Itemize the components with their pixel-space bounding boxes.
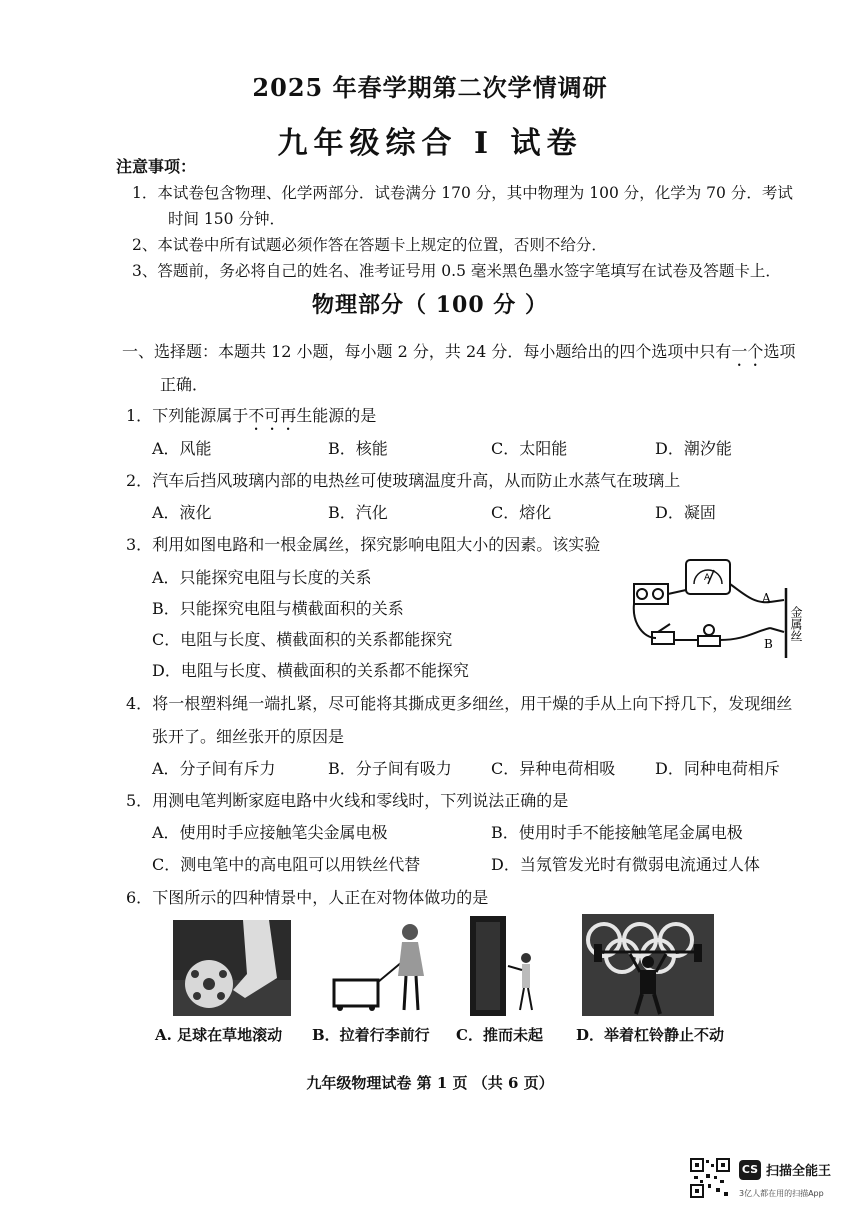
bulb-icon — [698, 636, 720, 646]
point-a-label: A — [762, 591, 771, 605]
part1-emphasis: 一个 — [731, 342, 764, 361]
q5-option-b: B．使用时手不能接触笔尾金属电极 — [491, 823, 743, 842]
question-4-line2: 张开了。细丝张开的原因是 — [152, 727, 345, 746]
q4-option-d: D．同种电荷相斥 — [655, 759, 780, 778]
caption-b: B．拉着行李前行 — [312, 1026, 430, 1044]
question-number: 2． — [126, 471, 153, 490]
question-stem: 汽车后挡风玻璃内部的电热丝可使玻璃温度升高，从而防止水蒸气在玻璃上 — [152, 471, 681, 490]
question-number: 1． — [126, 406, 153, 425]
person-icon — [521, 953, 531, 963]
circuit-figure — [624, 554, 820, 666]
lifter-icon — [642, 956, 654, 968]
question-2 — [126, 468, 680, 491]
notice-item-1: 1．本试卷包含物理、化学两部分．试卷满分 170 分，其中物理为 100 分，化学为 70 分．考试 — [132, 184, 793, 202]
q2-option-b: B．汽化 — [328, 503, 388, 522]
q1-option-b: B．核能 — [328, 439, 388, 458]
exam-subtitle: 九年级综合 I 试卷 — [277, 126, 583, 161]
question-stem-line1: 将一根塑料绳一端扎紧，尽可能将其撕成更多细丝，用干燥的手从上向下捋几下，发现细丝 — [152, 694, 793, 713]
scanner-badge: CS — [739, 1160, 761, 1180]
question-5 — [126, 788, 568, 811]
question-1 — [126, 403, 376, 434]
exam-title: 2025 年春学期第二次学情调研 — [252, 73, 608, 102]
photo-football — [173, 920, 291, 1016]
suitcase-icon — [334, 980, 378, 1006]
photo-luggage — [328, 918, 436, 1016]
part1-line1-end: 选项 — [763, 342, 796, 361]
notice-item-1-cont: 时间 150 分钟． — [168, 210, 285, 228]
point-b-label: B — [764, 637, 773, 651]
wire-label: 金属丝 — [789, 606, 803, 642]
q2-option-d: D．凝固 — [655, 503, 716, 522]
q2-option-a: A．液化 — [152, 503, 212, 522]
q3-option-a: A．只能探究电阻与长度的关系 — [152, 568, 372, 587]
q1-option-c: C．太阳能 — [491, 439, 568, 458]
question-number: 3． — [126, 535, 153, 554]
q5-option-d: D．当氖管发光时有微弱电流通过人体 — [491, 855, 760, 874]
q1-option-a: A．风能 — [152, 439, 212, 458]
question-4 — [126, 691, 792, 714]
page-footer: 九年级物理试卷 第 1 页 （共 6 页） — [306, 1074, 554, 1092]
caption-c: C．推而未起 — [456, 1026, 543, 1044]
girl-icon — [402, 924, 418, 940]
part1-instructions — [122, 339, 795, 370]
ammeter-label: A — [704, 573, 711, 583]
question-stem-emphasis: 不可再 — [248, 406, 297, 425]
part1-line2: 正确． — [160, 375, 209, 394]
q2-option-c: C．熔化 — [491, 503, 552, 522]
q3-option-b: B．只能探究电阻与横截面积的关系 — [152, 599, 404, 618]
question-number: 4． — [126, 694, 153, 713]
section-title: 物理部分（ 100 分 ） — [312, 292, 548, 318]
caption-d: D．举着杠铃静止不动 — [576, 1026, 725, 1044]
q1-option-d: D．潮汐能 — [655, 439, 732, 458]
question-number: 6． — [126, 888, 153, 907]
q3-option-d: D．电阻与长度、横截面积的关系都不能探究 — [152, 661, 469, 680]
question-number: 5． — [126, 791, 153, 810]
question-stem: 利用如图电路和一根金属丝，探究影响电阻大小的因素。该实验 — [152, 535, 601, 554]
caption-a: A. 足球在草地滚动 — [155, 1026, 283, 1044]
scanner-app-name: 扫描全能王 — [766, 1164, 832, 1179]
part1-line1: 一、选择题：本题共 12 小题，每小题 2 分，共 24 分．每小题给出的四个选项中只有 — [122, 342, 732, 361]
notice-item-2: 2、本试卷中所有试题必须作答在答题卡上规定的位置，否则不给分． — [132, 236, 607, 254]
olympic-rings-icon — [588, 924, 692, 972]
question-stem: 用测电笔判断家庭电路中火线和零线时，下列说法正确的是 — [152, 791, 569, 810]
q5-option-a: A．使用时手应接触笔尖金属电极 — [152, 823, 388, 842]
notice-item-3: 3、答题前，务必将自己的姓名、准考证号用 0.5 毫米黑色墨水签字笔填写在试卷及答题卡上． — [132, 262, 781, 280]
photo-weightlifting — [582, 914, 714, 1016]
question-6 — [126, 885, 488, 908]
q3-option-c: C．电阻与长度、横截面积的关系都能探究 — [152, 630, 453, 649]
q5-option-c: C．测电笔中的高电阻可以用铁丝代替 — [152, 855, 421, 874]
q4-option-a: A．分子间有斥力 — [152, 759, 276, 778]
question-stem: 下图所示的四种情景中，人正在对物体做功的是 — [152, 888, 489, 907]
question-3 — [126, 532, 600, 555]
photo-push — [468, 916, 540, 1016]
qr-code-icon — [690, 1158, 730, 1198]
question-stem-pre: 下列能源属于 — [152, 406, 249, 425]
q4-option-b: B．分子间有吸力 — [328, 759, 452, 778]
q4-option-c: C．异种电荷相吸 — [491, 759, 616, 778]
scanner-tagline: 3亿人都在用的扫描App — [739, 1189, 824, 1198]
notice-heading: 注意事项： — [116, 157, 197, 176]
question-stem-post: 生能源的是 — [296, 406, 377, 425]
